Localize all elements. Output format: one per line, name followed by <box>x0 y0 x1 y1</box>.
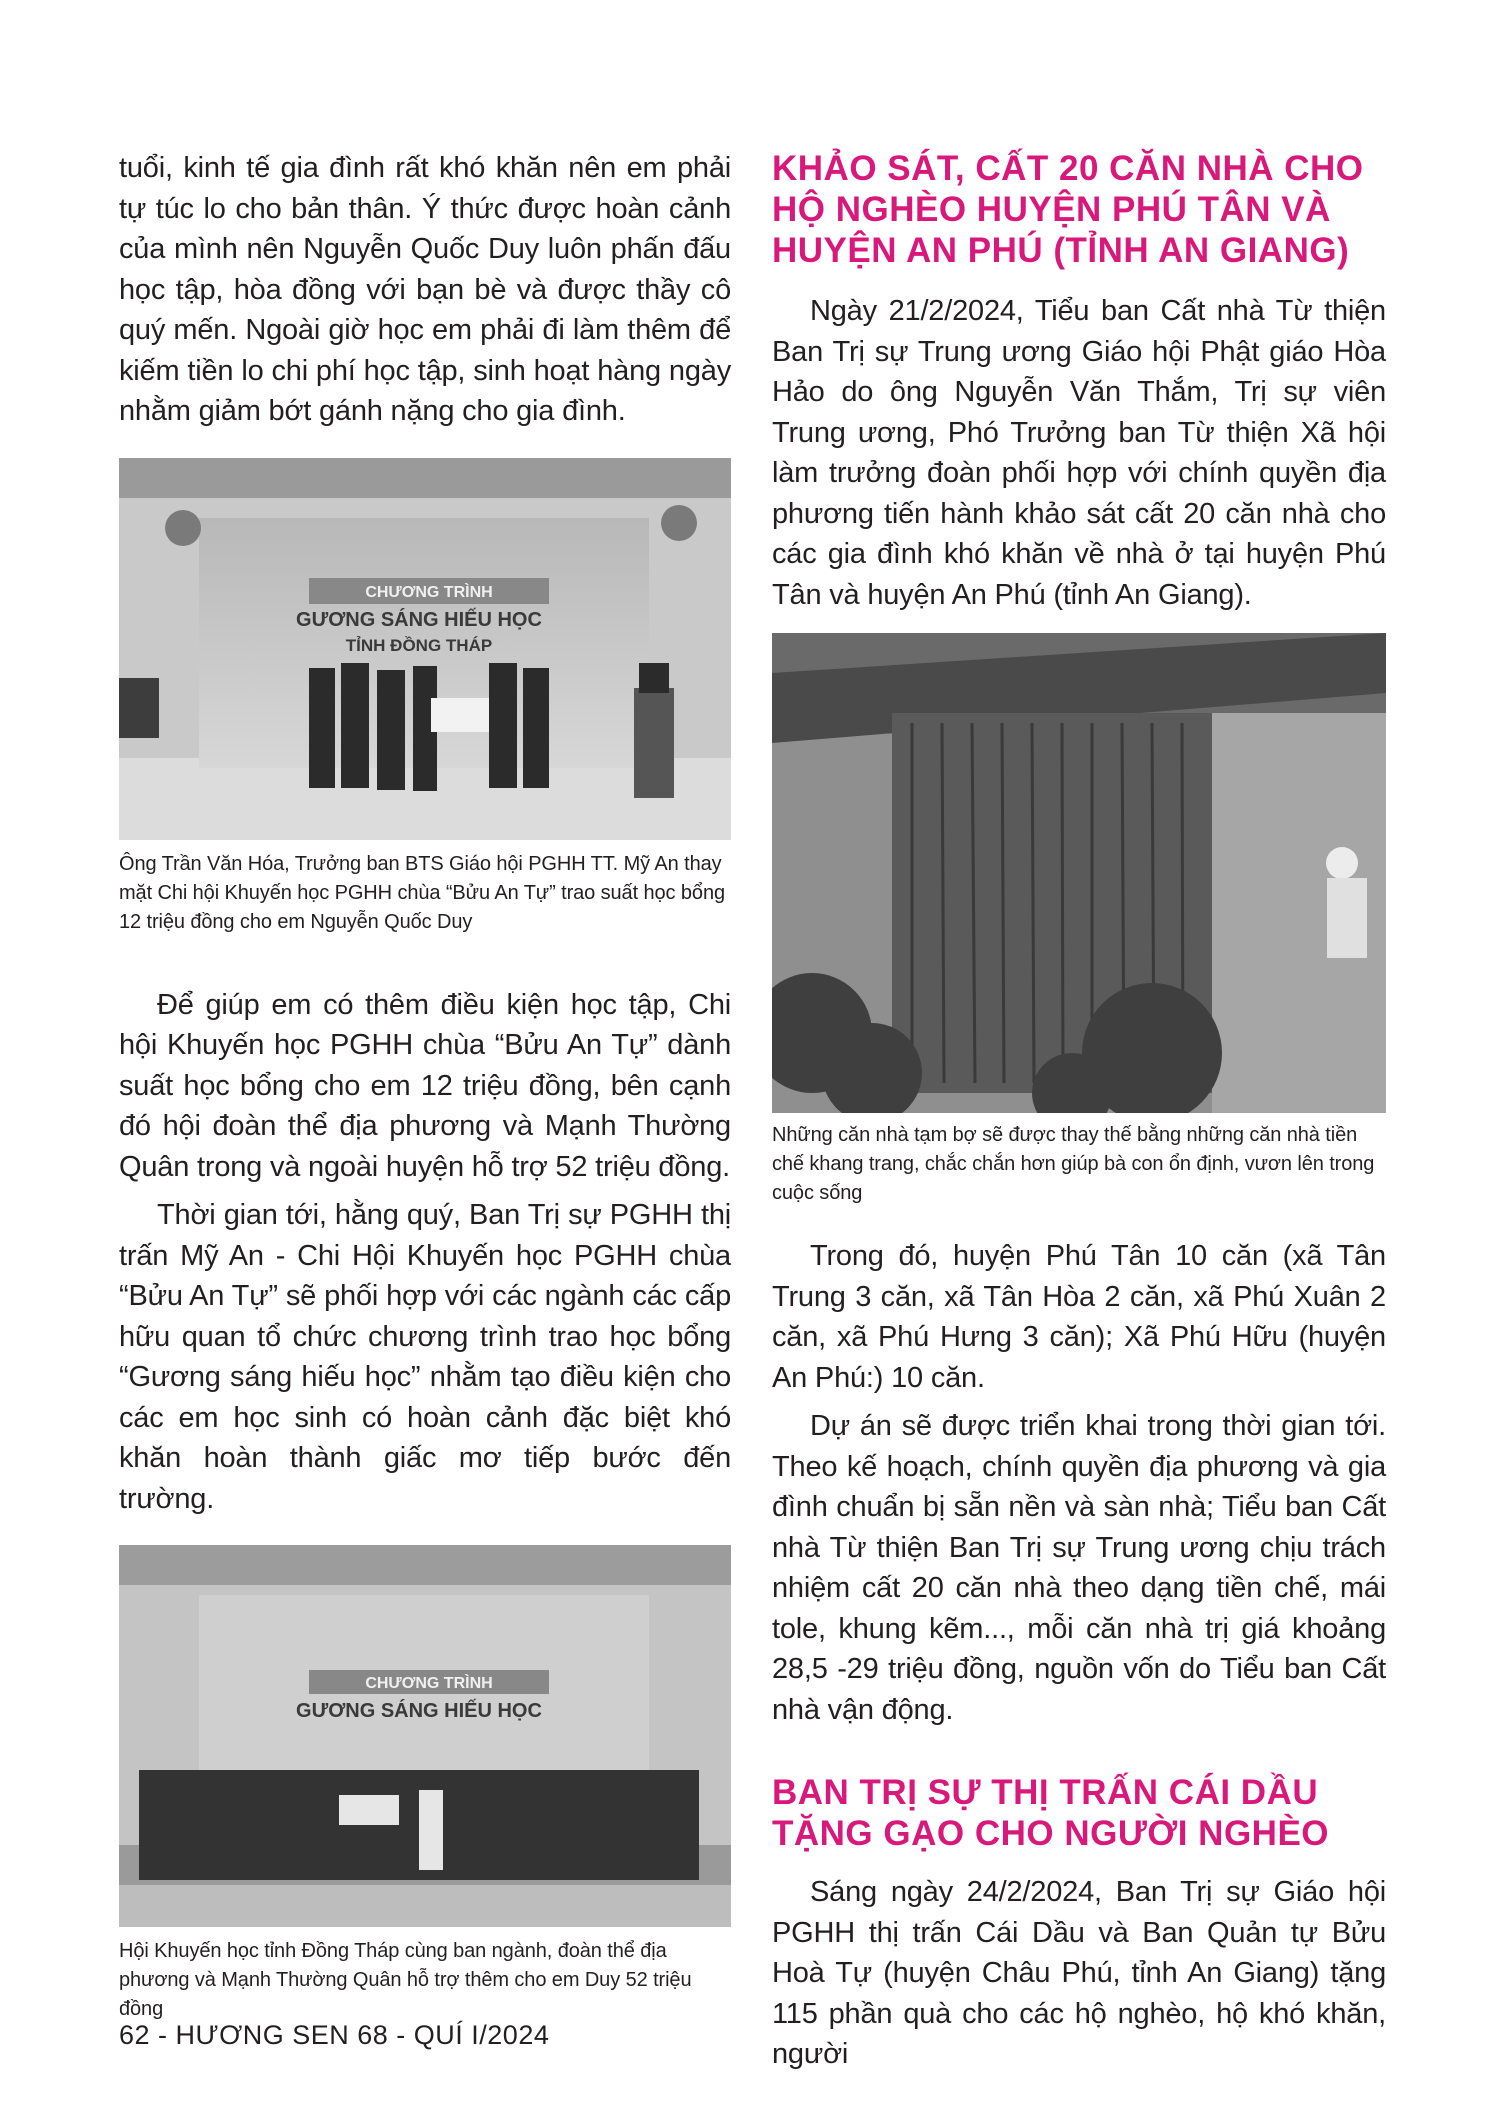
photo-caption-3: Những căn nhà tạm bợ sẽ được thay thế bằng những căn nhà tiền chế khang trang, chắc chắn hơn giúp bà con ổn định, vươn lên trong cuộc sống <box>772 1124 1375 1204</box>
survey-paragraph: Ngày 21/2/2024, Tiểu ban Cất nhà Từ thiện Ban Trị sự Trung ương Giáo hội Phật giáo Hòa Hảo do ông Nguyễn Văn Thắm, Trị sự viên Trung ương, Phó Trưởng ban Từ thiện Xã hội làm trưởng đoàn phối hợp với chính quyền địa phương tiến hành khảo sát cất 20 căn nhà cho các gia đình khó khăn về nhà ở tại huyện Phú Tân và huyện An Phú (tỉnh An Giang). <box>772 295 1386 611</box>
future-plan-paragraph: Thời gian tới, hằng quý, Ban Trị sự PGHH thị trấn Mỹ An - Chi Hội Khuyến học PGHH chùa “Bửu An Tự” sẽ phối hợp với các ngành các cấp hữu quan tổ chức chương trình trao học bổng “Gương sáng hiếu học” nhằm tạo điều kiện cho các em học sinh có hoàn cảnh đặc biệt khó khăn hoàn thành giấc mơ tiếp bước đến trường. <box>119 1199 731 1515</box>
section-heading-rice: BAN TRỊ SỰ THỊ TRẤN CÁI DẦU TẶNG GẠO CHO NGƯỜI NGHÈO <box>772 1773 1330 1853</box>
photo1-banner-line1: CHƯƠNG TRÌNH <box>365 583 493 601</box>
group-support-photo <box>119 1545 731 1927</box>
photo1-banner-line2: GƯƠNG SÁNG HIẾU HỌC <box>296 608 542 631</box>
rice-donation-paragraph: Sáng ngày 24/2/2024, Ban Trị sự Giáo hội PGHH thị trấn Cái Dầu và Ban Quản tự Bửu Hoà Tự (huyện Châu Phú, tỉnh An Giang) tặng 115 phần quà cho các hộ nghèo, hộ khó khăn, người <box>772 1876 1386 2070</box>
left-column <box>119 148 731 2024</box>
scholarship-paragraph: Để giúp em có thêm điều kiện học tập, Chi hội Khuyến học PGHH chùa “Bửu An Tự” dành suất học bổng cho em 12 triệu đồng, bên cạnh đó hội đoàn thể địa phương và Mạnh Thường Quân trong và ngoài huyện hỗ trợ 52 triệu đồng. <box>119 988 731 1183</box>
photo-caption-2: Hội Khuyến học tỉnh Đồng Tháp cùng ban ngành, đoàn thể địa phương và Mạnh Thường Quân hỗ trợ thêm cho em Duy 52 triệu đồng <box>119 1940 692 2020</box>
section-heading-houses: KHẢO SÁT, CẤT 20 CĂN NHÀ CHO HỘ NGHÈO HUYỆN PHÚ TÂN VÀ HUYỆN AN PHÚ (TỈNH AN GIANG) <box>772 149 1364 270</box>
photo-caption-1: Ông Trần Văn Hóa, Trưởng ban BTS Giáo hội PGHH TT. Mỹ An thay mặt Chi hội Khuyến học PGHH chùa “Bửu An Tự” trao suất học bổng 12 triệu đồng cho em Nguyễn Quốc Duy <box>119 852 725 933</box>
house-breakdown-paragraph: Trong đó, huyện Phú Tân 10 căn (xã Tân Trung 3 căn, xã Tân Hòa 2 căn, xã Phú Xuân 2 căn, xã Phú Hưng 3 căn); Xã Phú Hữu (huyện An Phú:) 10 căn. <box>772 1240 1386 1394</box>
scholarship-ceremony-photo <box>119 458 731 840</box>
intro-paragraph: tuổi, kinh tế gia đình rất khó khăn nên em phải tự túc lo cho bản thân. Ý thức được hoàn cảnh của mình nên Nguyễn Quốc Duy luôn phấn đấu học tập, hòa đồng với bạn bè và được thầy cô quý mến. Ngoài giờ học em phải đi làm thêm để kiếm tiền lo chi phí học tập, sinh hoạt hàng ngày nhằm giảm bớt gánh nặng cho gia đình. <box>119 152 731 427</box>
right-column <box>772 148 1386 2075</box>
temporary-house-photo <box>772 633 1386 1113</box>
project-plan-paragraph: Dự án sẽ được triển khai trong thời gian tới. Theo kế hoạch, chính quyền địa phương và gia đình chuẩn bị sẵn nền và sàn nhà; Tiểu ban Cất nhà Từ thiện Ban Trị sự Trung ương chịu trách nhiệm cất 20 căn nhà theo dạng tiền chế, mái tole, khung kẽm..., mỗi căn nhà trị giá khoảng 28,5 -29 triệu đồng, nguồn vốn do Tiểu ban Cất nhà vận động. <box>772 1410 1386 1726</box>
page-footer: 62 - HƯƠNG SEN 68 - QUÍ I/2024 <box>119 2020 550 2050</box>
photo2-banner-line1: CHƯƠNG TRÌNH <box>365 1675 493 1692</box>
photo1-banner-line3: TỈNH ĐỒNG THÁP <box>345 635 493 655</box>
photo2-banner-line2: GƯƠNG SÁNG HIẾU HỌC <box>296 1700 542 1722</box>
